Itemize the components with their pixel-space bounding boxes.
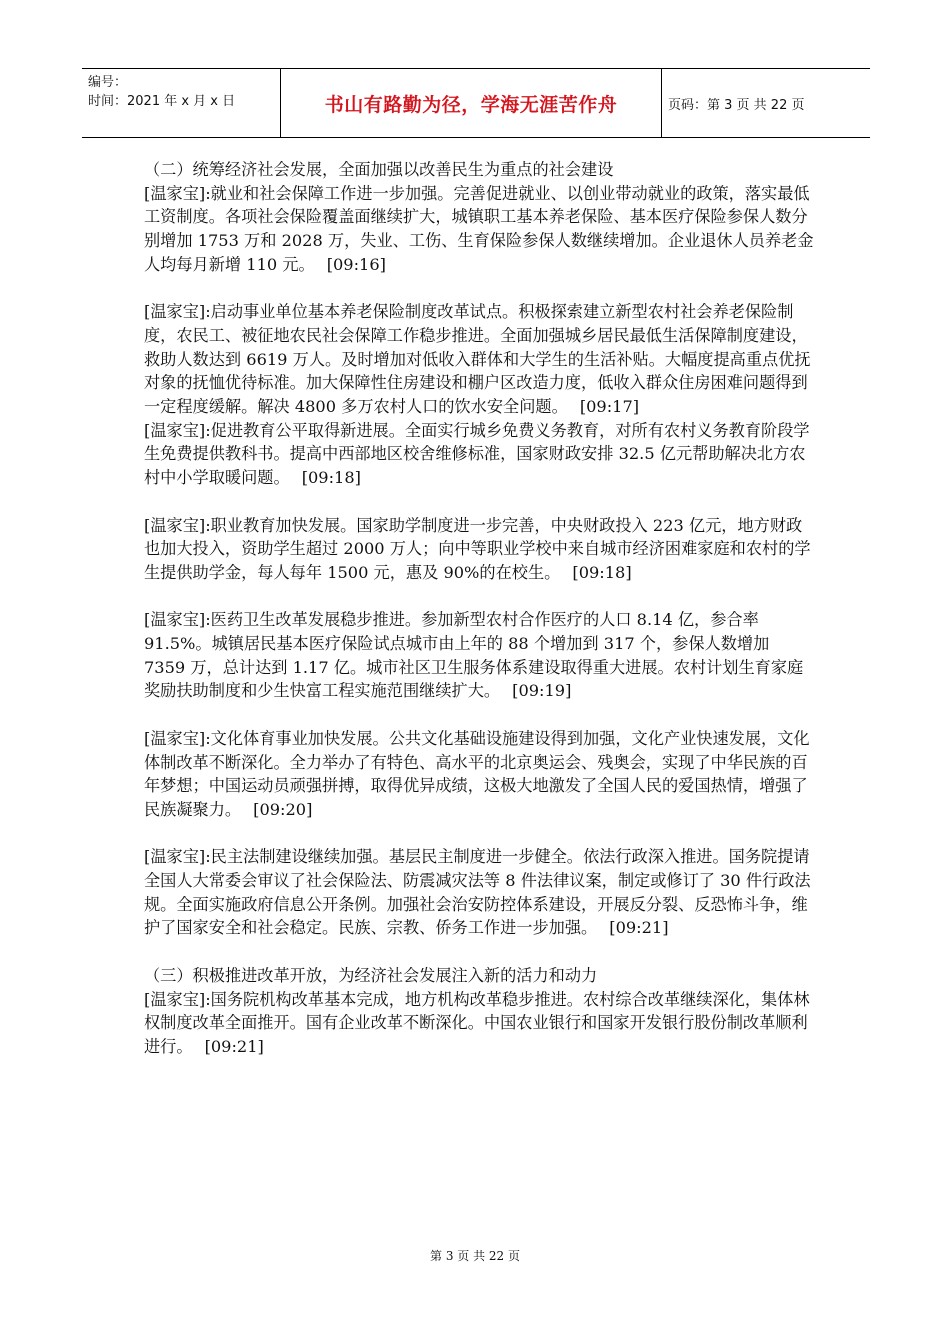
timestamp: [09:18]: [572, 562, 632, 582]
paragraph-text: [温家宝]:启动事业单位基本养老保险制度改革试点。积极探索建立新型农村社会养老保险制度，农民工、被征地农民社会保障工作稳步推进。全面加强城乡居民最低生活保障制度建设，救助人数达到 6619 万人。及时增加对低收入群体和大学生的生活补贴。大幅度提高重点优抚对象的抚恤优待标准。加大保障性住房建设和棚户区改造力度，低收入群众住房困难问题得到一定程度缓解。解决 4800 多万农村人口的饮水安全问题。: [144, 302, 811, 417]
section-heading: （三）积极推进改革开放，为经济社会发展注入新的活力和动力: [144, 965, 598, 985]
paragraph: [144, 514, 814, 585]
section-heading: （二）统筹经济社会发展，全面加强以改善民生为重点的社会建设: [144, 160, 614, 179]
paragraph-text: [温家宝]:就业和社会保障工作进一步加强。完善促进就业、以创业带动就业的政策，落实最低工资制度。各项社会保险覆盖面继续扩大，城镇职工基本养老保险、基本医疗保险参保人数分别增加 1753 万和 2028 万，失业、工伤、生育保险参保人数继续增加。企业退休人员养老金人均每月新增 110 元。: [144, 183, 814, 274]
paragraph: [144, 182, 814, 277]
timestamp: [09:20]: [253, 799, 313, 819]
paragraph-text: [温家宝]:促进教育公平取得新进展。全面实行城乡免费义务教育，对所有农村义务教育阶段学生免费提供教科书。提高中西部地区校舍维修标准，国家财政安排 32.5 亿元帮助解决北方农村中小学取暖问题。: [144, 420, 810, 488]
paragraph: [144, 845, 814, 940]
paragraph: [144, 727, 814, 822]
header-motto: 书山有路勤为径，学海无涯苦作舟: [280, 69, 662, 137]
paragraph: [144, 419, 814, 490]
timestamp: [09:19]: [512, 681, 572, 701]
header-time-label: 时间：2021 年 x 月 x 日: [88, 94, 236, 109]
paragraph-text: [温家宝]:文化体育事业加快发展。公共文化基础设施建设得到加强，文化产业快速发展，文化体制改革不断深化。全力举办了有特色、高水平的北京奥运会、残奥会，实现了中华民族的百年梦想；中国运动员顽强拼搏，取得优异成绩，这极大地激发了全国人民的爱国热情，增强了民族凝聚力。: [144, 728, 810, 819]
paragraph-text: [温家宝]:民主法制建设继续加强。基层民主制度进一步健全。依法行政深入推进。国务院提请全国人大常委会审议了社会保险法、防震减灾法等 8 件法律议案，制定或修订了 30 件行政法规。全面实施政府信息公开条例。加强社会治安防控体系建设，开展反分裂、反恐怖斗争，维护了国家安全和社会稳定。民族、宗教、侨务工作进一步加强。: [144, 847, 811, 938]
paragraph-text: [温家宝]:医药卫生改革发展稳步推进。参加新型农村合作医疗的人口 8.14 亿，参合率 91.5%。城镇居民基本医疗保险试点城市由上年的 88 个增加到 317 个，参保人数增加 7359 万，总计达到 1.17 亿。城市社区卫生服务体系建设取得重大进展。农村计划生育家庭奖励扶助制度和少生快富工程实施范围继续扩大。: [144, 610, 804, 701]
paragraph: [144, 608, 814, 703]
page-header: [82, 68, 870, 138]
page-footer: 第 3 页 共 22 页: [430, 1249, 520, 1263]
header-meta: [82, 69, 280, 137]
timestamp: [09:18]: [301, 468, 361, 488]
timestamp: [09:21]: [609, 918, 669, 938]
timestamp: [09:17]: [579, 397, 640, 417]
timestamp: [09:16]: [326, 254, 386, 274]
header-number-label: 编号：: [88, 75, 128, 90]
paragraph-text: [温家宝]:国务院机构改革基本完成，地方机构改革稳步推进。农村综合改革继续深化，集体林权制度改革全面推开。国有企业改革不断深化。中国农业银行和国家开发银行股份制改革顺利进行。: [144, 989, 810, 1056]
paragraph-text: [温家宝]:职业教育加快发展。国家助学制度进一步完善，中央财政投入 223 亿元，地方财政也加大投入，资助学生超过 2000 万人；向中等职业学校中来自城市经济困难家庭和农村的学生提供助学金，每人每年 1500 元，惠及 90%的在校生。: [144, 515, 811, 582]
header-page-label: 页码：第 3 页 共 22 页: [668, 97, 805, 113]
paragraph: [144, 988, 814, 1059]
paragraph: [144, 300, 814, 419]
timestamp: [09:21]: [204, 1036, 264, 1056]
document-body: [144, 158, 814, 1082]
